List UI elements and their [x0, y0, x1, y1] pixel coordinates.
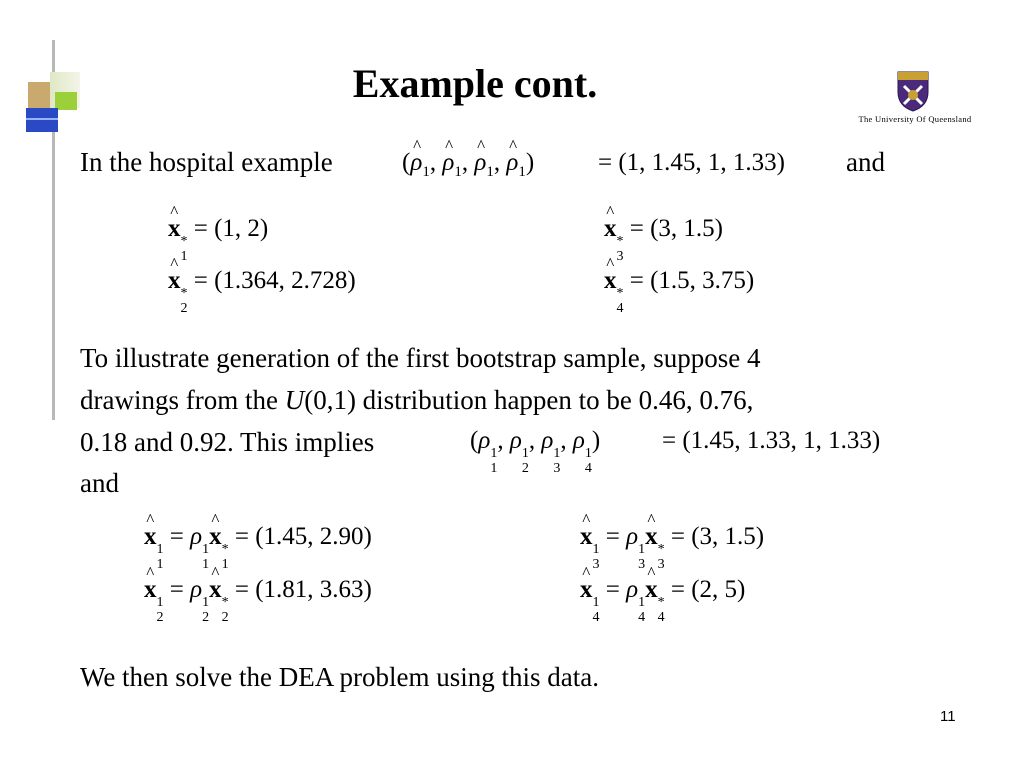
page-number: 11	[940, 708, 956, 725]
x1-value-1: = (1.45, 2.90)	[234, 523, 372, 550]
para-line-4: and	[80, 468, 119, 498]
university-logo	[840, 70, 990, 126]
x1-eq-4: ^ x 1 4 = ρ 1 4 ^ x * 4 = (2, 5)	[580, 577, 745, 625]
intro-text: In the hospital example	[80, 147, 333, 177]
slide-title: Example cont.	[352, 61, 598, 106]
x1-eq-2: ^ x 1 2 = ρ 1 2 ^ x * 2 = (1.81, 3.63)	[144, 577, 372, 625]
para-line-2-prefix: drawings from the	[80, 385, 278, 415]
xstar-value-1: = (1, 2)	[193, 215, 269, 242]
x1-value-4: = (2, 5)	[670, 576, 746, 603]
xstar-eq-2: ^ x * 2 = (1.364, 2.728)	[168, 268, 356, 316]
decorative-stripe	[26, 118, 58, 120]
intro-and: and	[846, 147, 885, 177]
implies-equals: = (1.45, 1.33, 1, 1.33)	[662, 427, 881, 454]
x1-eq-3: ^ x 1 3 = ρ 1 3 ^ x * 3 = (3, 1.5)	[580, 524, 764, 572]
para-line-2	[80, 387, 753, 414]
intro-equals: = (1, 1.45, 1, 1.33)	[598, 149, 785, 176]
xstar-value-2: = (1.364, 2.728)	[193, 267, 356, 294]
para-line-2-suffix: (0,1) distribution happen to be 0.46, 0.76,	[304, 385, 754, 415]
university-crest-icon	[894, 70, 932, 112]
para-line-2-u: U	[284, 385, 305, 415]
xstar-eq-3: ^ x * 3 = (3, 1.5)	[604, 216, 723, 264]
implies-rho-vector: (ρ 1 1 , ρ 1 2 , ρ 1 3 , ρ 1 4 )	[470, 427, 601, 476]
intro-rho-hat-vector: (^ $\rho_1$, ^ $\rho_1$, ^ $\rho_1$, ^ $\rho_1$)	[402, 150, 534, 180]
para-line-3: 0.18 and 0.92. This implies	[80, 427, 375, 457]
x1-eq-1: ^ x 1 1 = ρ 1 1 ^ x * 1 = (1.45, 2.90)	[144, 524, 372, 572]
university-logo-text: The University Of Queensland	[858, 114, 972, 124]
xstar-eq-1: ^ x * 1 = (1, 2)	[168, 216, 268, 264]
footer-text: We then solve the DEA problem using this data.	[80, 662, 599, 692]
x1-value-3: = (3, 1.5)	[670, 523, 765, 550]
xstar-eq-4: ^ x * 4 = (1.5, 3.75)	[604, 268, 754, 316]
x1-value-2: = (1.81, 3.63)	[234, 576, 372, 603]
para-line-1: To illustrate generation of the first bootstrap sample, suppose 4	[80, 343, 761, 373]
xstar-value-4: = (1.5, 3.75)	[629, 267, 755, 294]
decorative-square-blue	[26, 108, 58, 132]
xstar-value-3: = (3, 1.5)	[629, 215, 723, 242]
